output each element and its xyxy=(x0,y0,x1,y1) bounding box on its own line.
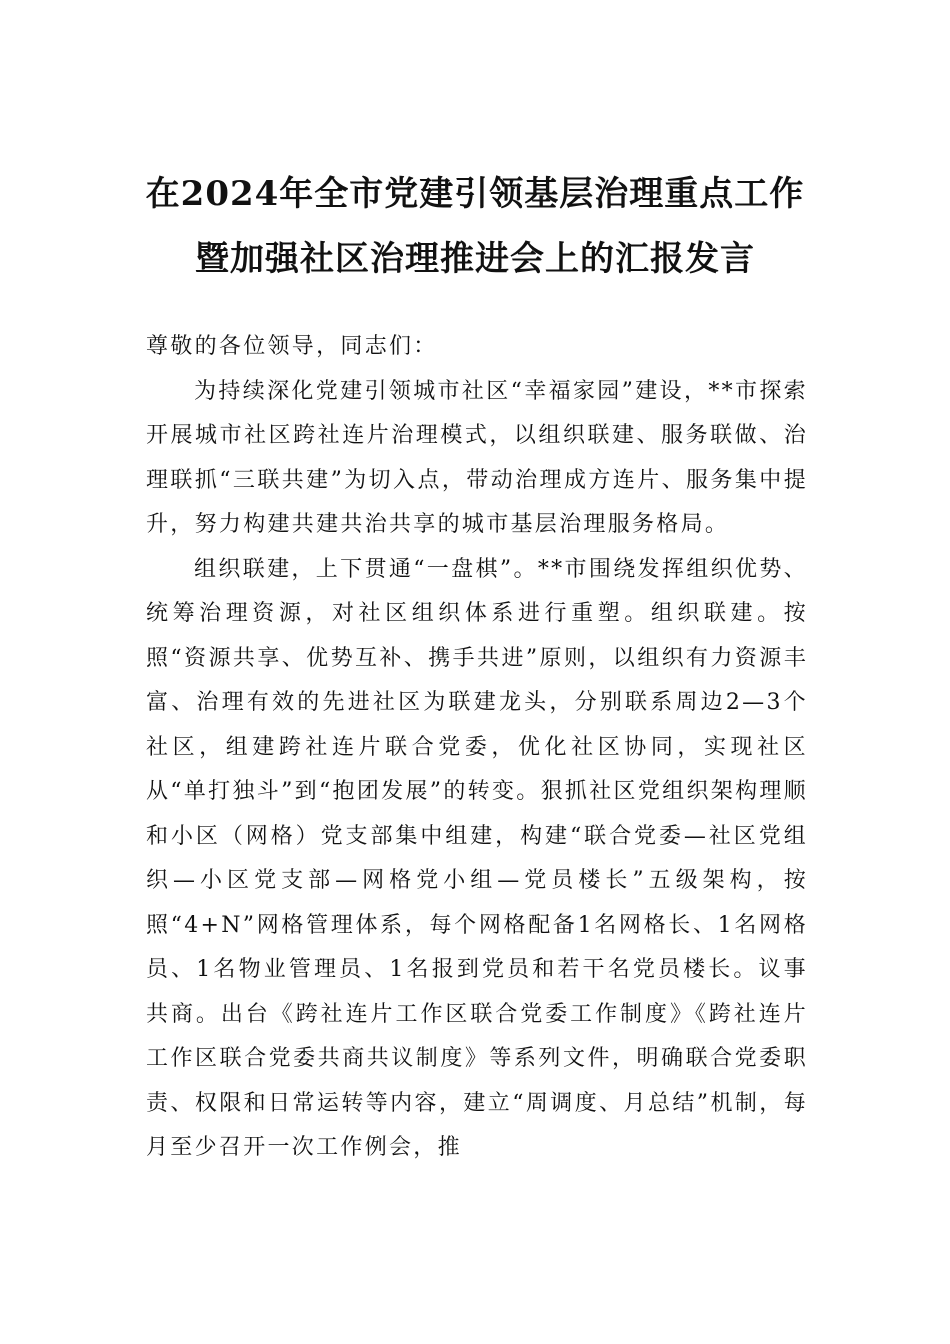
paragraph-organization: 组织联建，上下贯通“一盘棋”。**市围绕发挥组织优势、统筹治理资源，对社区组织体系进行重塑。组织联建。按照“资源共享、优势互补、携手共进”原则，以组织有力资源丰富、治理有效的先进社区为联建龙头，分别联系周边2—3个社区，组建跨社连片联合党委，优化社区协同，实现社区从“单打独斗”到“抱团发展”的转变。狠抓社区党组织架构理顺和小区（网格）党支部集中组建，构建“联合党委—社区党组织—小区党支部—网格党小组—党员楼长”五级架构，按照“4+N”网格管理体系，每个网格配备1名网格长、1名网格员、1名物业管理员、1名报到党员和若干名党员楼长。议事共商。出台《跨社连片工作区联合党委工作制度》《跨社连片工作区联合党委共商共议制度》等系列文件，明确联合党委职责、权限和日常运转等内容，建立“周调度、月总结”机制，每月至少召开一次工作例会，推 xyxy=(146,556,808,1160)
paragraph-intro: 为持续深化党建引领城市社区“幸福家园”建设，**市探索开展城市社区跨社连片治理模式，以组织联建、服务联做、治理联抓“三联共建”为切入点，带动治理成方连片、服务集中提升，努力构建共建共治共享的城市基层治理服务格局。 xyxy=(146,378,808,537)
salutation: 尊敬的各位领导，同志们： xyxy=(146,334,438,359)
document-body xyxy=(146,325,808,1171)
document-title-line-1: 在2024年全市党建引领基层治理重点工作 xyxy=(145,174,805,214)
document-title-line-2: 暨加强社区治理推进会上的汇报发言 xyxy=(195,239,755,279)
